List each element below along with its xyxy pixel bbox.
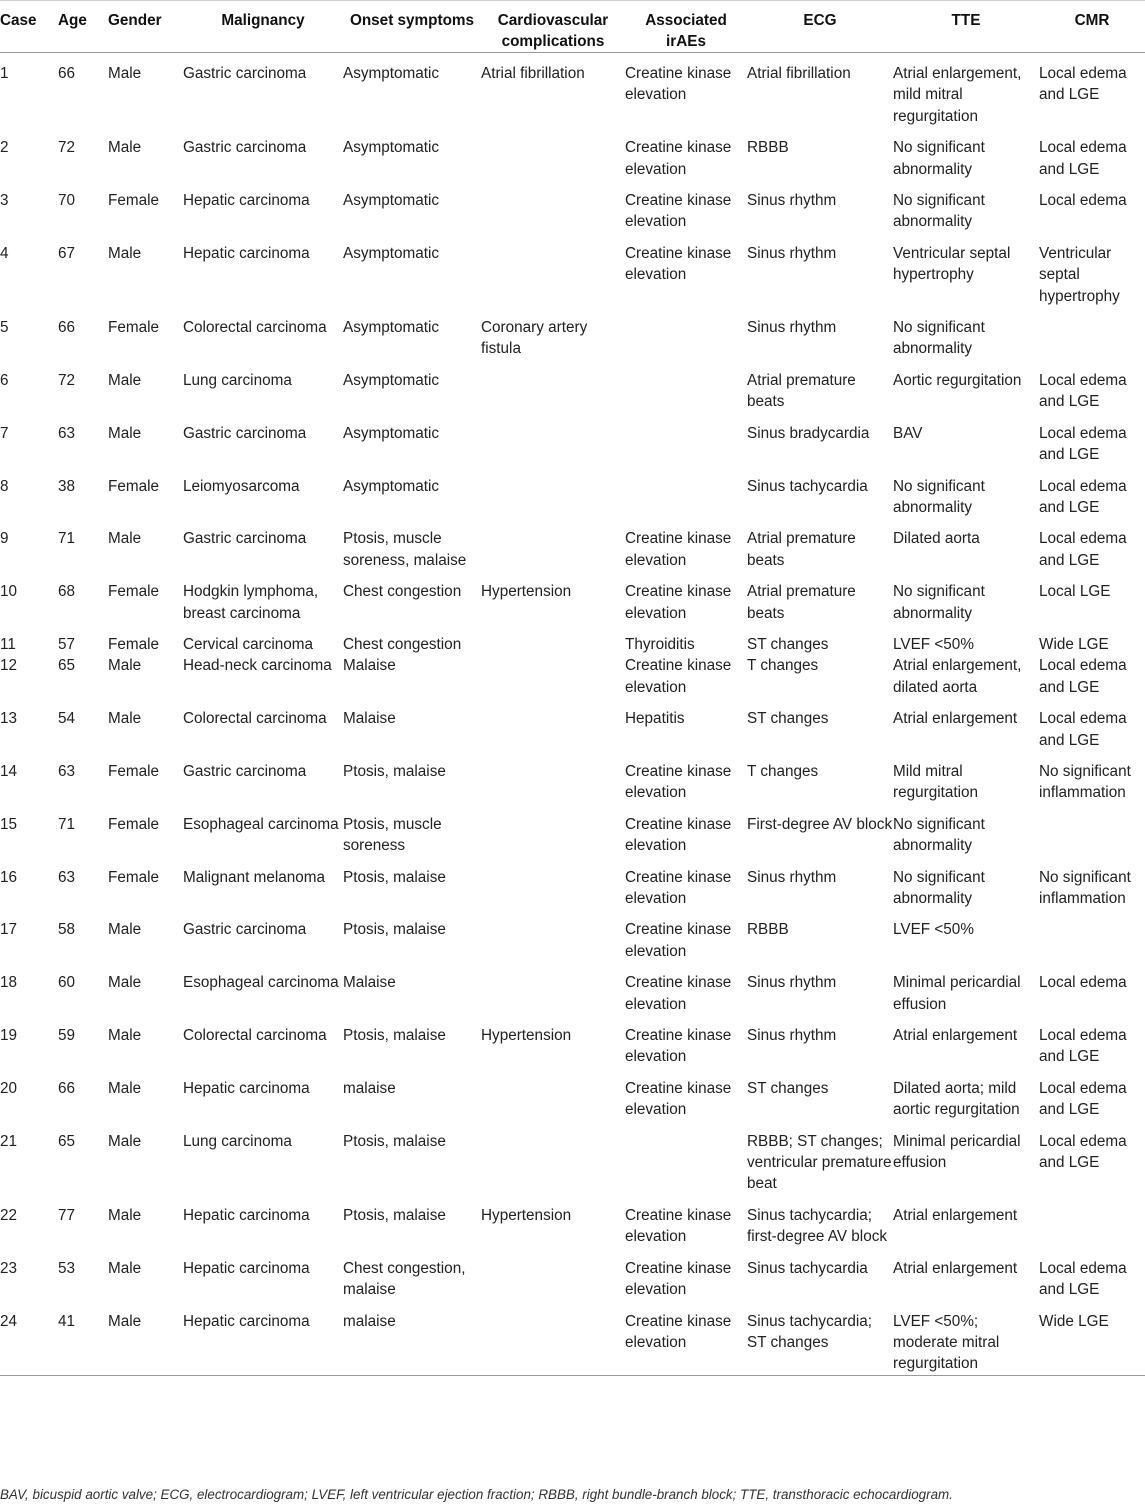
cell-ecg: Sinus rhythm xyxy=(747,192,837,210)
cell-tte: Mild mitral regurgitation xyxy=(893,762,979,802)
header-cardiovascular-complications: Cardiovascular complications xyxy=(481,1,625,53)
cell-cardiovascular-complications xyxy=(481,127,625,180)
cell-case: 23 xyxy=(0,1259,18,1277)
cell-malignancy: Colorectal carcinoma xyxy=(183,1027,327,1045)
cell-gender: Female xyxy=(108,815,160,833)
cell-tte: Atrial enlargement, mild mitral regurgitation xyxy=(893,65,1022,125)
cell-cmr: Local edema and LGE xyxy=(1039,1259,1127,1299)
cell-tte: Aortic regurgitation xyxy=(893,371,1022,389)
cell-cardiovascular-complications xyxy=(481,1248,625,1301)
cell-associated-iraes: Creatine kinase elevation xyxy=(625,65,732,104)
cell-tte: Atrial enlargement, dilated aorta xyxy=(893,657,1022,696)
table-row xyxy=(0,909,1145,962)
table-row xyxy=(0,1068,1145,1121)
cell-cmr: Local edema xyxy=(1039,974,1127,992)
cell-associated-iraes: Creatine kinase elevation xyxy=(625,139,732,178)
cell-age: 41 xyxy=(58,1301,108,1376)
cell-gender: Male xyxy=(108,1027,142,1045)
cell-malignancy: Gastric carcinoma xyxy=(183,424,307,442)
cell-age: 63 xyxy=(58,762,76,780)
cell-age: 71 xyxy=(58,815,76,833)
table-row xyxy=(0,360,1145,413)
cell-ecg: Sinus rhythm xyxy=(747,868,837,886)
cell-cardiovascular-complications: Hypertension xyxy=(481,1027,572,1045)
cell-age: 70 xyxy=(58,192,76,210)
table-row xyxy=(0,624,1145,655)
cell-malignancy: Hepatic carcinoma xyxy=(183,1079,310,1097)
table-row xyxy=(0,53,1145,128)
cell-age: 72 xyxy=(58,139,76,157)
cell-cardiovascular-complications xyxy=(481,413,625,466)
cell-cardiovascular-complications xyxy=(481,655,625,698)
table-row xyxy=(0,1015,1145,1068)
cell-cmr: Local edema and LGE xyxy=(1039,710,1127,749)
cell-onset-symptoms: Asymptomatic xyxy=(343,65,440,82)
table-footnote: BAV, bicuspid aortic valve; ECG, electrocardiogram; LVEF, left ventricular ejection fraction; RBBB, right bundle-branch block; TTE, transthoracic echocardiogram. xyxy=(0,1487,953,1502)
cell-gender: Male xyxy=(108,1301,183,1376)
cell-malignancy: Gastric carcinoma xyxy=(183,139,307,157)
cell-case: 9 xyxy=(0,530,9,548)
cell-tte: Atrial enlargement xyxy=(893,1206,1018,1224)
cell-cmr: Local LGE xyxy=(1039,583,1111,601)
cell-tte: Atrial enlargement xyxy=(893,710,1018,728)
cell-associated-iraes: Creatine kinase elevation xyxy=(625,1027,732,1066)
cell-age: 59 xyxy=(58,1027,76,1045)
cell-tte: LVEF <50%; moderate mitral regurgitation xyxy=(893,1301,1039,1376)
cell-cmr: Ventricular septal hypertrophy xyxy=(1039,244,1120,305)
cell-case: 10 xyxy=(0,583,18,601)
cell-age: 63 xyxy=(58,424,76,442)
cell-onset-symptoms: malaise xyxy=(343,1301,481,1376)
cell-ecg: Atrial premature beats xyxy=(747,583,856,622)
cell-onset-symptoms: Ptosis, muscle soreness xyxy=(343,815,442,855)
table-row xyxy=(0,1301,1145,1376)
cell-gender: Female xyxy=(108,635,160,653)
cell-cmr: Local edema and LGE xyxy=(1039,424,1127,464)
table-row xyxy=(0,127,1145,180)
cell-cmr: Local edema and LGE xyxy=(1039,139,1127,178)
cell-tte: No significant abnormality xyxy=(893,815,985,855)
cell-ecg: RBBB; ST changes; ventricular premature beat xyxy=(747,1132,892,1193)
table-row xyxy=(0,962,1145,1015)
cell-onset-symptoms: Chest congestion xyxy=(343,635,462,653)
cell-cmr xyxy=(1039,909,1145,962)
cell-associated-iraes: Creatine kinase elevation xyxy=(625,1079,732,1119)
table-header xyxy=(0,1,1145,53)
cell-gender: Male xyxy=(108,657,142,675)
cell-case: 17 xyxy=(0,921,18,939)
table-row xyxy=(0,857,1145,910)
cell-ecg: T changes xyxy=(747,657,819,675)
cell-case: 5 xyxy=(0,319,9,337)
cell-gender: Male xyxy=(108,371,142,389)
cell-ecg: Sinus bradycardia xyxy=(747,424,870,442)
cell-tte: No significant abnormality xyxy=(893,319,985,358)
table-row xyxy=(0,180,1145,233)
cell-associated-iraes xyxy=(625,1121,747,1195)
cell-gender: Male xyxy=(108,1206,142,1224)
cell-cardiovascular-complications xyxy=(481,1121,625,1195)
cell-malignancy: Gastric carcinoma xyxy=(183,530,307,548)
table-row xyxy=(0,466,1145,519)
cell-tte: Atrial enlargement xyxy=(893,1027,1018,1045)
cell-cmr: Local edema and LGE xyxy=(1039,477,1127,516)
cell-gender: Female xyxy=(108,868,160,886)
cell-tte: No significant abnormality xyxy=(893,139,985,178)
cell-cardiovascular-complications xyxy=(481,962,625,1015)
cell-associated-iraes: Creatine kinase elevation xyxy=(625,921,732,960)
cell-ecg: Sinus rhythm xyxy=(747,244,837,262)
cell-associated-iraes: Creatine kinase elevation xyxy=(625,868,732,907)
cell-ecg: First-degree AV block xyxy=(747,815,893,833)
cell-onset-symptoms: Asymptomatic xyxy=(343,244,440,262)
cell-ecg: Sinus tachycardia; first-degree AV block xyxy=(747,1206,888,1246)
cell-onset-symptoms: Malaise xyxy=(343,657,396,675)
cell-onset-symptoms: Ptosis, malaise xyxy=(343,868,446,886)
header-onset-symptoms: Onset symptoms xyxy=(343,1,481,53)
cell-malignancy: Leiomyosarcoma xyxy=(183,477,300,495)
cell-age: 54 xyxy=(58,710,76,728)
table-row xyxy=(0,655,1145,698)
cell-tte: LVEF <50% xyxy=(893,635,974,653)
cell-case: 12 xyxy=(0,657,18,675)
cell-age: 77 xyxy=(58,1206,76,1224)
cell-associated-iraes: Creatine kinase elevation xyxy=(625,530,732,569)
cell-associated-iraes xyxy=(625,360,747,413)
cell-case: 13 xyxy=(0,710,18,728)
cell-onset-symptoms: Chest congestion, malaise xyxy=(343,1259,466,1299)
header-row xyxy=(0,1,1145,53)
cell-malignancy: Hepatic carcinoma xyxy=(183,1259,310,1277)
table-row xyxy=(0,1121,1145,1195)
cell-ecg: RBBB xyxy=(747,921,789,939)
cell-age: 67 xyxy=(58,244,76,262)
cell-case: 16 xyxy=(0,868,18,886)
cell-cmr: Wide LGE xyxy=(1039,635,1109,653)
cell-case: 24 xyxy=(0,1301,58,1376)
cell-tte: No significant abnormality xyxy=(893,192,985,231)
header-tte: TTE xyxy=(893,1,1039,53)
cell-cmr: Local edema and LGE xyxy=(1039,1079,1127,1119)
cell-malignancy: Lung carcinoma xyxy=(183,1132,292,1150)
cell-gender: Male xyxy=(108,921,142,939)
cell-cardiovascular-complications xyxy=(481,751,625,804)
cell-gender: Male xyxy=(108,1079,142,1097)
cell-ecg: Atrial premature beats xyxy=(747,371,856,411)
cell-tte: No significant abnormality xyxy=(893,583,985,622)
cell-malignancy: Esophageal carcinoma xyxy=(183,815,339,833)
cell-age: 66 xyxy=(58,319,76,337)
cell-cardiovascular-complications: Hypertension xyxy=(481,583,572,601)
cell-cardiovascular-complications: Coronary artery fistula xyxy=(481,319,588,358)
cell-gender: Male xyxy=(108,139,142,157)
cell-case: 11 xyxy=(0,635,16,653)
cell-age: 65 xyxy=(58,657,76,675)
cell-case: 14 xyxy=(0,762,18,780)
header-malignancy: Malignancy xyxy=(183,1,343,53)
cell-cmr: Local edema and LGE xyxy=(1039,65,1127,104)
cell-ecg: Sinus rhythm xyxy=(747,1027,837,1045)
header-gender: Gender xyxy=(108,1,183,53)
cell-associated-iraes: Creatine kinase elevation xyxy=(625,974,732,1013)
cell-malignancy: Gastric carcinoma xyxy=(183,65,307,82)
cell-case: 19 xyxy=(0,1027,18,1045)
cell-ecg: Sinus tachycardia xyxy=(747,477,868,495)
cell-cardiovascular-complications xyxy=(481,233,625,307)
cell-cmr: Local edema and LGE xyxy=(1039,657,1127,696)
cell-tte: Atrial enlargement xyxy=(893,1259,1018,1277)
cell-ecg: Atrial fibrillation xyxy=(747,65,851,82)
table-row xyxy=(0,571,1145,624)
cell-onset-symptoms: Asymptomatic xyxy=(343,319,440,337)
cell-associated-iraes: Creatine kinase elevation xyxy=(625,192,732,231)
cell-gender: Female xyxy=(108,477,160,495)
cell-malignancy: Colorectal carcinoma xyxy=(183,710,327,728)
cell-tte: No significant abnormality xyxy=(893,868,985,907)
cell-cardiovascular-complications xyxy=(481,1301,625,1376)
cell-onset-symptoms: Chest congestion xyxy=(343,583,462,601)
cell-associated-iraes: Creatine kinase elevation xyxy=(625,815,732,855)
cell-age: 71 xyxy=(58,530,76,548)
table-body xyxy=(0,53,1145,1376)
cell-onset-symptoms: Ptosis, malaise xyxy=(343,921,446,939)
cell-age: 65 xyxy=(58,1132,76,1150)
cell-malignancy: Gastric carcinoma xyxy=(183,921,307,939)
cell-malignancy: Malignant melanoma xyxy=(183,868,325,886)
cell-cardiovascular-complications: Atrial fibrillation xyxy=(481,65,585,82)
cell-onset-symptoms: Asymptomatic xyxy=(343,139,440,157)
table-row xyxy=(0,1248,1145,1301)
cell-malignancy: Hepatic carcinoma xyxy=(183,192,310,210)
cell-cmr: No significant inflammation xyxy=(1039,868,1131,907)
cell-cmr xyxy=(1039,804,1145,857)
cell-tte: Minimal pericardial effusion xyxy=(893,1132,1021,1172)
cell-cardiovascular-complications xyxy=(481,804,625,857)
cell-malignancy: Lung carcinoma xyxy=(183,371,292,389)
cell-gender: Male xyxy=(108,424,142,442)
cell-gender: Male xyxy=(108,65,142,82)
cell-tte: BAV xyxy=(893,424,923,442)
cell-gender: Male xyxy=(108,710,142,728)
cell-ecg: RBBB xyxy=(747,139,789,157)
cell-cardiovascular-complications xyxy=(481,909,625,962)
cell-onset-symptoms: Asymptomatic xyxy=(343,477,440,495)
cell-gender: Male xyxy=(108,1132,142,1150)
cell-cmr: Local edema xyxy=(1039,192,1127,210)
cell-associated-iraes: Creatine kinase elevation xyxy=(625,1259,732,1299)
cell-cmr xyxy=(1039,307,1145,360)
cell-case: 1 xyxy=(0,65,9,82)
cell-ecg: T changes xyxy=(747,762,819,780)
cell-cmr: Wide LGE xyxy=(1039,1301,1145,1376)
cell-gender: Male xyxy=(108,530,142,548)
cell-case: 21 xyxy=(0,1132,18,1150)
header-age: Age xyxy=(58,1,108,53)
cell-malignancy: Hepatic carcinoma xyxy=(183,1301,343,1376)
cell-cmr: Local edema and LGE xyxy=(1039,1132,1127,1172)
cell-associated-iraes: Creatine kinase elevation xyxy=(625,583,732,622)
cell-onset-symptoms: Malaise xyxy=(343,710,396,728)
table-row xyxy=(0,751,1145,804)
cell-associated-iraes xyxy=(625,466,747,519)
cell-cardiovascular-complications xyxy=(481,360,625,413)
cell-case: 8 xyxy=(0,477,9,495)
header-case: Case xyxy=(0,1,58,53)
cell-cmr: Local edema and LGE xyxy=(1039,371,1127,411)
cell-malignancy: Hepatic carcinoma xyxy=(183,1206,310,1224)
cell-onset-symptoms: Ptosis, malaise xyxy=(343,1132,446,1150)
cell-age: 38 xyxy=(58,477,76,495)
cell-onset-symptoms: Asymptomatic xyxy=(343,192,440,210)
cell-ecg: Sinus tachycardia; ST changes xyxy=(747,1301,893,1376)
header-associated-iraes: Associated irAEs xyxy=(625,1,747,53)
cell-associated-iraes: Creatine kinase elevation xyxy=(625,1206,732,1246)
cell-age: 66 xyxy=(58,1079,76,1097)
cell-cardiovascular-complications xyxy=(481,857,625,910)
table-row xyxy=(0,307,1145,360)
cell-onset-symptoms: Ptosis, malaise xyxy=(343,1027,446,1045)
cell-malignancy: Gastric carcinoma xyxy=(183,762,307,780)
cell-malignancy: Hodgkin lymphoma, breast carcinoma xyxy=(183,583,319,622)
cell-onset-symptoms: Asymptomatic xyxy=(343,371,440,389)
table-row xyxy=(0,233,1145,307)
cell-onset-symptoms: Asymptomatic xyxy=(343,424,440,442)
cell-ecg: Atrial premature beats xyxy=(747,530,856,569)
cell-cardiovascular-complications xyxy=(481,698,625,751)
cell-malignancy: Hepatic carcinoma xyxy=(183,244,310,262)
cell-age: 58 xyxy=(58,921,76,939)
cell-malignancy: Head-neck carcinoma xyxy=(183,657,332,675)
cell-associated-iraes: Creatine kinase elevation xyxy=(625,244,732,284)
cell-associated-iraes xyxy=(625,413,747,466)
cell-cardiovascular-complications xyxy=(481,1068,625,1121)
header-cmr: CMR xyxy=(1039,1,1145,53)
cell-cmr xyxy=(1039,1195,1145,1248)
cell-case: 22 xyxy=(0,1206,18,1224)
cell-age: 57 xyxy=(58,635,76,653)
header-ecg: ECG xyxy=(747,1,893,53)
cell-malignancy: Cervical carcinoma xyxy=(183,635,314,653)
cell-ecg: Sinus rhythm xyxy=(747,319,837,337)
cell-associated-iraes xyxy=(625,307,747,360)
table-row xyxy=(0,413,1145,466)
cell-onset-symptoms: Malaise xyxy=(343,974,396,992)
cell-onset-symptoms: Ptosis, malaise xyxy=(343,762,446,780)
cell-gender: Male xyxy=(108,974,142,992)
table-row xyxy=(0,518,1145,571)
cell-case: 6 xyxy=(0,371,9,389)
cell-onset-symptoms: malaise xyxy=(343,1079,396,1097)
cell-ecg: Sinus tachycardia xyxy=(747,1259,868,1277)
cell-gender: Female xyxy=(108,762,160,780)
cell-cardiovascular-complications xyxy=(481,466,625,519)
cell-tte: Dilated aorta xyxy=(893,530,980,548)
cell-associated-iraes: Creatine kinase elevation xyxy=(625,657,732,696)
cell-cardiovascular-complications xyxy=(481,518,625,571)
cell-case: 7 xyxy=(0,424,9,442)
cell-associated-iraes: Thyroiditis xyxy=(625,635,695,653)
cell-case: 20 xyxy=(0,1079,18,1097)
cell-cardiovascular-complications xyxy=(481,624,625,655)
cell-age: 66 xyxy=(58,65,76,82)
cell-gender: Male xyxy=(108,244,142,262)
cell-case: 18 xyxy=(0,974,18,992)
cell-cmr: Local edema and LGE xyxy=(1039,1027,1127,1066)
cell-cardiovascular-complications: Hypertension xyxy=(481,1206,572,1224)
cell-age: 53 xyxy=(58,1259,76,1277)
table-row xyxy=(0,1195,1145,1248)
cell-malignancy: Colorectal carcinoma xyxy=(183,319,327,337)
cell-tte: No significant abnormality xyxy=(893,477,985,516)
cell-case: 4 xyxy=(0,244,9,262)
cell-onset-symptoms: Ptosis, muscle soreness, malaise xyxy=(343,530,467,569)
cell-ecg: ST changes xyxy=(747,710,829,728)
cell-case: 15 xyxy=(0,815,18,833)
cell-gender: Male xyxy=(108,1259,142,1277)
cell-gender: Female xyxy=(108,319,160,337)
cell-ecg: ST changes xyxy=(747,1079,829,1097)
cell-malignancy: Esophageal carcinoma xyxy=(183,974,339,992)
cell-tte: LVEF <50% xyxy=(893,921,974,939)
cell-onset-symptoms: Ptosis, malaise xyxy=(343,1206,446,1224)
cell-cmr: No significant inflammation xyxy=(1039,762,1131,802)
table-row xyxy=(0,698,1145,751)
cell-case: 3 xyxy=(0,192,9,210)
cell-gender: Female xyxy=(108,583,160,601)
cell-age: 68 xyxy=(58,583,76,601)
cell-ecg: ST changes xyxy=(747,635,829,653)
cell-gender: Female xyxy=(108,192,160,210)
cell-cardiovascular-complications xyxy=(481,180,625,233)
table-row xyxy=(0,804,1145,857)
cell-ecg: Sinus rhythm xyxy=(747,974,837,992)
cell-age: 60 xyxy=(58,974,76,992)
cell-case: 2 xyxy=(0,139,9,157)
cell-associated-iraes: Creatine kinase elevation xyxy=(625,1301,747,1376)
cell-age: 72 xyxy=(58,371,76,389)
cell-tte: Dilated aorta; mild aortic regurgitation xyxy=(893,1079,1020,1119)
cell-tte: Ventricular septal hypertrophy xyxy=(893,244,1011,284)
cell-age: 63 xyxy=(58,868,76,886)
cell-associated-iraes: Hepatitis xyxy=(625,710,685,728)
cell-cmr: Local edema and LGE xyxy=(1039,530,1127,569)
cell-associated-iraes: Creatine kinase elevation xyxy=(625,762,732,802)
cell-tte: Minimal pericardial effusion xyxy=(893,974,1021,1013)
